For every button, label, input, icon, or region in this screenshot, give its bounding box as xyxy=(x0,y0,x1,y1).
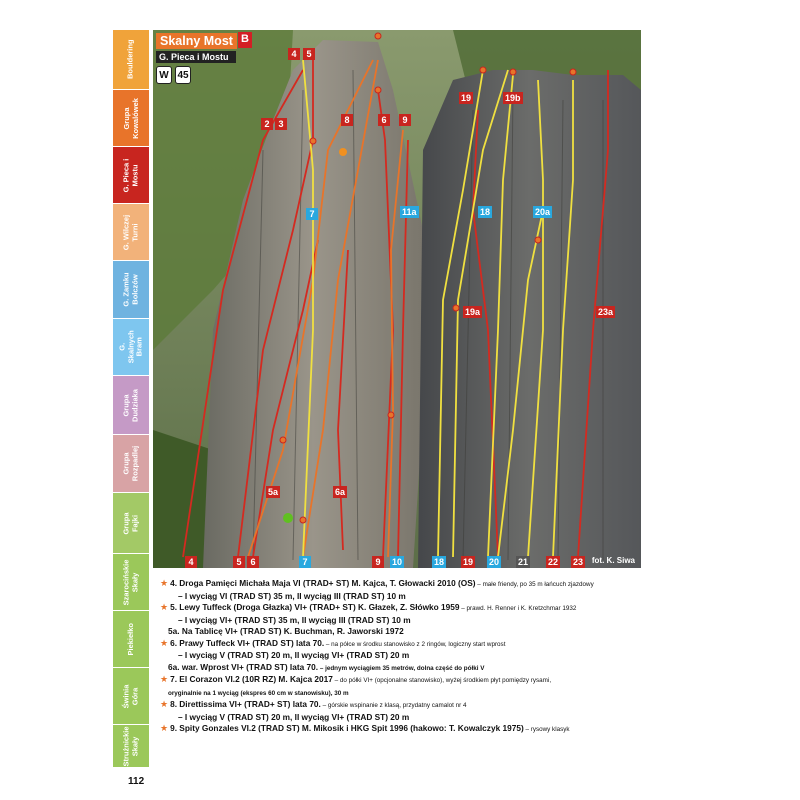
sector-subtitle: G. Pieca i Mostu xyxy=(156,51,236,63)
route-start-label: 21 xyxy=(518,557,529,567)
route-label: 4 xyxy=(288,48,300,60)
tab-kowalowek[interactable]: Grupa Kowalówek xyxy=(113,90,149,147)
route-label: 3 xyxy=(275,118,287,130)
route-5: ★ 5. Lewy Tuffeck (Droga Głazka) VI+ (TRAD+ ST) K. Głazek, Z. Słówko 1959 – prawd. H. Renner i K. Kretzchmar 1932 xyxy=(160,602,577,612)
tab-bouldering[interactable]: Bouldering xyxy=(113,30,149,90)
route-label: 18 xyxy=(480,207,491,217)
route-start-label: 7 xyxy=(299,556,311,568)
route-label: 23a xyxy=(598,307,614,317)
tab-pieca-mostu[interactable]: G. Pieca i Mostu xyxy=(113,147,149,204)
route-label: 5 xyxy=(303,48,315,60)
route-label: 2 xyxy=(261,118,273,130)
photo-credit: fot. K. Siwa xyxy=(591,556,635,565)
tab-struznickie[interactable]: Strużnickie Skały xyxy=(113,725,149,768)
rock-illustration xyxy=(153,30,641,568)
route-start-label: 10 xyxy=(392,557,403,567)
route-4: ★ 4. Droga Pamięci Michała Maja VI (TRAD+ ST) M. Kajca, T. Głowacki 2010 (OS) – małe friendy, po 35 m łańcuch zjazdowy xyxy=(160,578,594,588)
route-4-pitches: – I wyciąg VI (TRAD ST) 35 m, II wyciąg III (TRAD ST) 10 m xyxy=(178,590,406,601)
walk-time-icon: 45 xyxy=(175,66,191,84)
route-start-label: 23 xyxy=(573,557,584,567)
tab-skalnych-bram[interactable]: G. Skalnych Bram xyxy=(113,319,149,376)
route-start-label: 4 xyxy=(185,556,197,568)
route-label: 19a xyxy=(465,307,481,317)
route-start-label: 18 xyxy=(434,557,445,567)
tab-rozpadlej[interactable]: Grupa Rozpadlej xyxy=(113,435,149,493)
section-tabs xyxy=(113,30,149,768)
route-label: 11a xyxy=(402,207,417,217)
route-label: 6a xyxy=(335,487,346,497)
route-label: 9 xyxy=(399,114,411,126)
star-icon: ★ xyxy=(160,699,169,709)
tab-fajki[interactable]: Grupa Fajki xyxy=(113,493,149,554)
star-icon: ★ xyxy=(160,578,169,588)
star-icon: ★ xyxy=(160,674,169,684)
route-start-label: 22 xyxy=(548,557,559,567)
tab-dudziaka[interactable]: Grupa Dudziaka xyxy=(113,376,149,435)
route-5-pitches: – I wyciąg VI+ (TRAD ST) 35 m, II wyciąg III (TRAD ST) 10 m xyxy=(178,614,411,625)
tab-piekielko[interactable]: Piekiełko xyxy=(113,611,149,668)
route-start-label: 9 xyxy=(372,556,384,568)
route-6: ★ 6. Prawy Tuffeck VI+ (TRAD ST) lata 70. – na półce w środku stanowisko z 2 ringów, logiczny start wprost xyxy=(160,637,506,648)
route-6a: 6a. war. Wprost VI+ (TRAD ST) lata 70. – jednym wyciągiem 35 metrów, dolna część do półki V xyxy=(168,661,485,672)
tab-zamku-bolczow[interactable]: G. Zamku Bolczów xyxy=(113,261,149,319)
star-icon: ★ xyxy=(160,602,169,612)
star-icon: ★ xyxy=(160,723,169,733)
sector-title: Skalny Most xyxy=(156,33,237,49)
star-icon: ★ xyxy=(160,637,169,648)
route-start-label: 19 xyxy=(463,557,474,567)
route-8-pitches: – I wyciąg V (TRAD ST) 20 m, II wyciąg VI+ (TRAD ST) 20 m xyxy=(178,711,410,722)
route-6-pitches: – I wyciąg V (TRAD ST) 20 m, II wyciąg VI+ (TRAD ST) 20 m xyxy=(178,650,410,660)
route-5a: 5a. Na Tablicę VI+ (TRAD ST) K. Buchman, R. Jaworski 1972 xyxy=(168,626,404,636)
route-start-label: 20 xyxy=(489,557,500,567)
route-label: 20a xyxy=(535,207,551,217)
page-number: 112 xyxy=(128,776,145,787)
route-7-note: oryginalnie na 1 wyciąg (ekspres 60 cm w stanowisku), 30 m xyxy=(168,689,349,697)
sector-header xyxy=(156,32,252,84)
route-start-label: 6 xyxy=(247,556,259,568)
route-label: 19 xyxy=(461,93,472,103)
route-label: 19b xyxy=(505,93,521,103)
topo-photo xyxy=(153,30,641,568)
tab-wilczej-turni[interactable]: G. Wilczej Turni xyxy=(113,204,149,261)
route-start-label: 5 xyxy=(233,556,245,568)
route-7: ★ 7. El Corazon VI.2 (10R RZ) M. Kajca 2017 – do półki VI+ (opcjonalne stanowisko), wyżej środkiem płyt pomiędzy rysami, xyxy=(160,674,552,684)
route-label: 5a xyxy=(268,487,279,497)
tab-swinia-gora[interactable]: Świnia Góra xyxy=(113,668,149,725)
route-label: 8 xyxy=(341,114,353,126)
exposure-icon: W xyxy=(156,66,172,84)
route-label: 7 xyxy=(306,208,318,220)
route-list xyxy=(160,578,640,736)
route-9: ★ 9. Spity Gonzales VI.2 (TRAD ST) M. Mikosik i HKG Spit 1996 (hakowo: T. Kowalczyk 1975) – rysowy klasyk xyxy=(160,723,570,733)
route-8: ★ 8. Direttissima VI+ (TRAD+ ST) lata 70. – górskie wspinanie z klasą, przydatny camalot nr 4 xyxy=(160,699,467,709)
tab-szarocinskie[interactable]: Szarocińskie Skały xyxy=(113,554,149,611)
route-label: 6 xyxy=(378,114,390,126)
sector-letter: B xyxy=(238,32,252,48)
